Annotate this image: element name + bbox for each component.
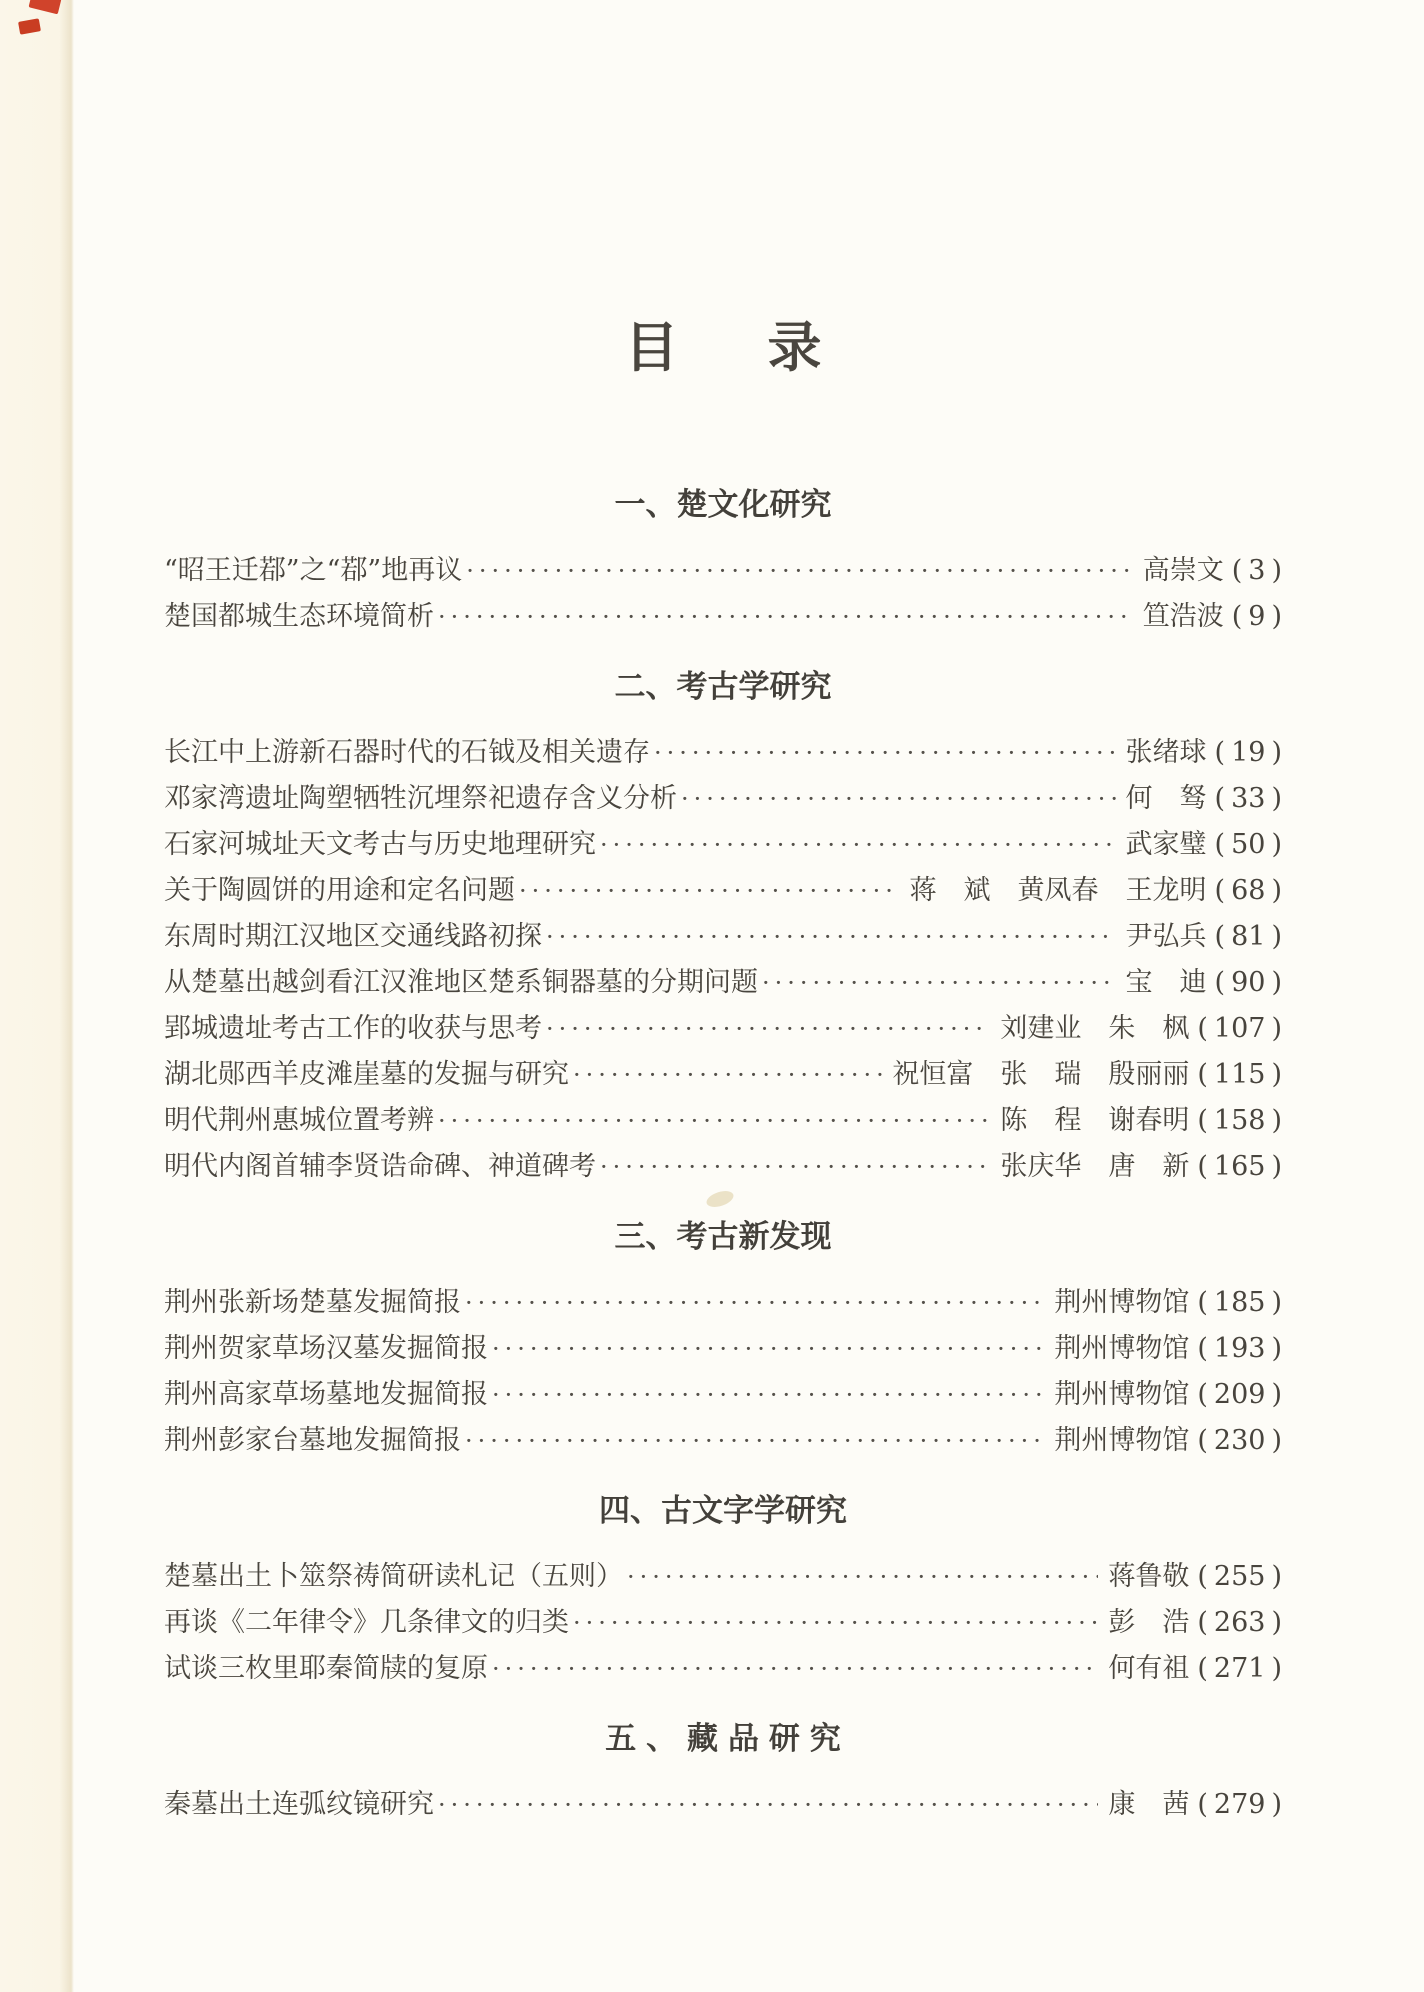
entry-page-number: ( 263 ) (1189, 1600, 1282, 1646)
dot-leader (762, 960, 1116, 1006)
dot-leader (546, 914, 1116, 960)
toc-sections (164, 488, 1282, 1828)
entry-title: 东周时期江汉地区交通线路初探 (164, 921, 542, 952)
entry-page-number: ( 19 ) (1207, 730, 1282, 776)
entry-page-number: ( 107 ) (1189, 1006, 1282, 1052)
entry-authors: 宝 迪 (1125, 967, 1207, 998)
entry-title: 楚墓出土卜筮祭祷简研读札记（五则） (164, 1561, 623, 1592)
entry-title: 关于陶圆饼的用途和定名问题 (164, 875, 515, 906)
section-heading: 三、考古新发现 (614, 1219, 832, 1255)
entry-page-number: ( 158 ) (1189, 1098, 1282, 1144)
dot-leader (465, 1418, 1044, 1464)
section-heading: 五、藏品研究 (605, 1721, 851, 1757)
entry-page-number: ( 193 ) (1189, 1326, 1282, 1372)
section-heading: 一、楚文化研究 (614, 487, 832, 523)
toc-section (164, 1494, 1282, 1692)
toc-entry (164, 1600, 1282, 1646)
entry-title: “昭王迁鄀”之“鄀”地再议 (164, 555, 463, 586)
dot-leader (492, 1372, 1044, 1418)
entry-page-number: ( 209 ) (1189, 1372, 1282, 1418)
entry-page-number: ( 50 ) (1207, 822, 1282, 868)
entry-page-number: ( 9 ) (1224, 594, 1282, 640)
entry-authors: 高崇文 (1142, 555, 1224, 586)
entry-page-number: ( 115 ) (1189, 1052, 1282, 1098)
dot-leader (600, 822, 1116, 868)
dot-leader (546, 1006, 990, 1052)
entry-page-number: ( 271 ) (1189, 1646, 1282, 1692)
dot-leader (654, 730, 1116, 776)
toc-entry (164, 594, 1282, 640)
entry-authors: 陈 程 谢春明 (1000, 1105, 1190, 1136)
entry-page-number: ( 165 ) (1189, 1144, 1282, 1190)
entry-page-number: ( 3 ) (1224, 548, 1282, 594)
dot-leader (519, 868, 900, 914)
toc-section (164, 1722, 1282, 1828)
entry-page-number: ( 90 ) (1207, 960, 1282, 1006)
section-heading: 四、古文字学研究 (599, 1493, 847, 1529)
dot-leader (600, 1144, 990, 1190)
toc-entry (164, 1280, 1282, 1326)
entry-title: 湖北郧西羊皮滩崖墓的发掘与研究 (164, 1059, 569, 1090)
entry-authors: 祝恒富 张 瑞 殷丽丽 (892, 1059, 1190, 1090)
toc-entry (164, 1098, 1282, 1144)
toc-entry (164, 1326, 1282, 1372)
entry-page-number: ( 230 ) (1189, 1418, 1282, 1464)
entry-title: 再谈《二年律令》几条律文的归类 (164, 1607, 569, 1638)
entry-authors: 何 驽 (1125, 783, 1207, 814)
toc-section (164, 488, 1282, 640)
dot-leader (465, 1280, 1044, 1326)
entry-authors: 蒋 斌 黄凤春 王龙明 (909, 875, 1207, 906)
entry-title: 荆州贺家草场汉墓发掘简报 (164, 1333, 488, 1364)
toc-entry (164, 1554, 1282, 1600)
entry-title: 秦墓出土连弧纹镜研究 (164, 1789, 434, 1820)
entry-title: 荆州张新场楚墓发掘简报 (164, 1287, 461, 1318)
toc-entry (164, 730, 1282, 776)
entry-authors: 荆州博物馆 (1054, 1333, 1190, 1364)
toc-entry (164, 822, 1282, 868)
dot-leader (627, 1554, 1098, 1600)
entry-title: 荆州彭家台墓地发掘简报 (164, 1425, 461, 1456)
entry-title: 明代荆州惠城位置考辨 (164, 1105, 434, 1136)
document-title: 目录 (624, 315, 911, 379)
entry-title: 石家河城址天文考古与历史地理研究 (164, 829, 596, 860)
entry-authors: 彭 浩 (1108, 1607, 1190, 1638)
entry-authors: 何有祖 (1108, 1653, 1190, 1684)
entry-authors: 笪浩波 (1142, 601, 1224, 632)
entry-authors: 蒋鲁敬 (1108, 1561, 1190, 1592)
entry-authors: 张庆华 唐 新 (1000, 1151, 1190, 1182)
dot-leader (492, 1326, 1044, 1372)
scanned-page-edge (0, 0, 74, 1992)
entry-authors: 尹弘兵 (1125, 921, 1207, 952)
toc-entry (164, 868, 1282, 914)
toc-entry (164, 960, 1282, 1006)
entry-title: 从楚墓出越剑看江汉淮地区楚系铜器墓的分期问题 (164, 967, 758, 998)
dot-leader (438, 1782, 1098, 1828)
entry-authors: 荆州博物馆 (1054, 1379, 1190, 1410)
entry-title: 邓家湾遗址陶塑牺牲沉埋祭祀遗存含义分析 (164, 783, 677, 814)
entry-title: 郢城遗址考古工作的收获与思考 (164, 1013, 542, 1044)
entry-page-number: ( 185 ) (1189, 1280, 1282, 1326)
entry-page-number: ( 33 ) (1207, 776, 1282, 822)
dot-leader (466, 548, 1133, 594)
dot-leader (573, 1600, 1098, 1646)
toc-entry (164, 1782, 1282, 1828)
toc-entry (164, 1006, 1282, 1052)
dot-leader (681, 776, 1116, 822)
toc-entry (164, 1418, 1282, 1464)
dot-leader (573, 1052, 882, 1098)
toc-entry (164, 548, 1282, 594)
entry-title: 明代内阁首辅李贤诰命碑、神道碑考 (164, 1151, 596, 1182)
entry-authors: 荆州博物馆 (1054, 1287, 1190, 1318)
dot-leader (438, 1098, 990, 1144)
entry-authors: 刘建业 朱 枫 (1000, 1013, 1190, 1044)
entry-authors: 荆州博物馆 (1054, 1425, 1190, 1456)
toc-section (164, 670, 1282, 1190)
entry-page-number: ( 68 ) (1207, 868, 1282, 914)
entry-title: 楚国都城生态环境简析 (164, 601, 434, 632)
entry-title: 长江中上游新石器时代的石钺及相关遗存 (164, 737, 650, 768)
section-heading: 二、考古学研究 (614, 669, 832, 705)
dot-leader (438, 594, 1133, 640)
entry-page-number: ( 81 ) (1207, 914, 1282, 960)
dot-leader (492, 1646, 1098, 1692)
toc-entry (164, 1144, 1282, 1190)
toc-section (164, 1220, 1282, 1464)
toc-entry (164, 914, 1282, 960)
entry-page-number: ( 255 ) (1189, 1554, 1282, 1600)
entry-authors: 武家璧 (1125, 829, 1207, 860)
toc-entry (164, 1646, 1282, 1692)
entry-title: 荆州高家草场墓地发掘简报 (164, 1379, 488, 1410)
toc-entry (164, 1052, 1282, 1098)
toc-entry (164, 1372, 1282, 1418)
entry-title: 试谈三枚里耶秦简牍的复原 (164, 1653, 488, 1684)
toc-page (164, 0, 1282, 1828)
entry-page-number: ( 279 ) (1189, 1782, 1282, 1828)
toc-entry (164, 776, 1282, 822)
entry-authors: 康 茜 (1108, 1789, 1190, 1820)
entry-authors: 张绪球 (1125, 737, 1207, 768)
